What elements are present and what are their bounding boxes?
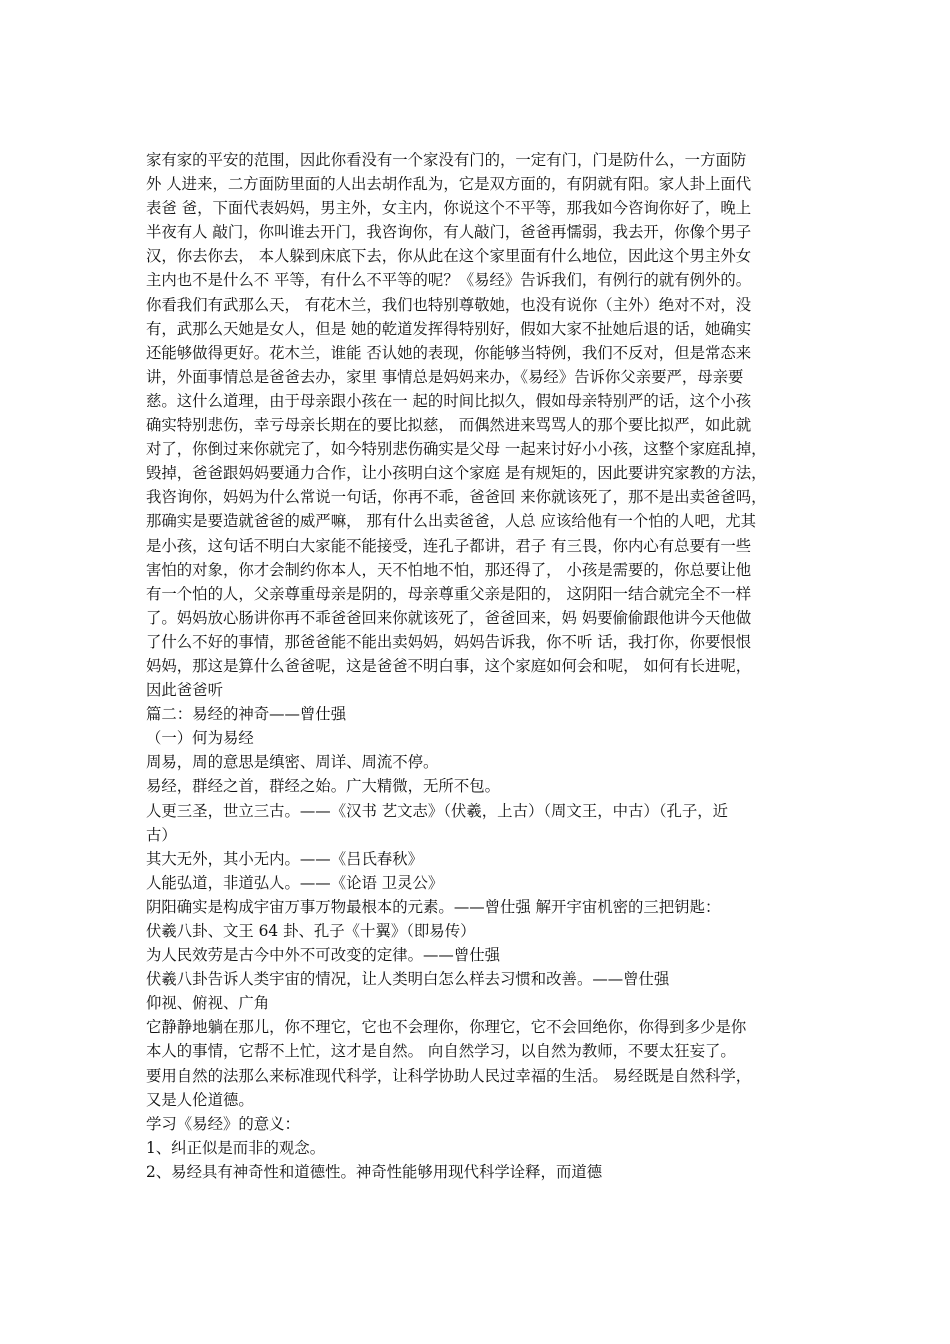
text-line: 其大无外，其小无内。——《吕氏春秋》 (146, 849, 424, 868)
text-line: 半夜有人 敲门，你叫谁去开门，我咨询你，有人敲门，爸爸再懦弱，我去开，你像个男子 (146, 223, 752, 242)
document-body (146, 148, 812, 1184)
text-line: 学习《易经》的意义： (146, 1114, 300, 1133)
text-line: 毁掉，爸爸跟妈妈要通力合作，让小孩明白这个家庭 是有规矩的，因此要讲究家教的方法， (146, 464, 767, 483)
text-line: 害怕的对象，你才会制约你本人，天不怕地不怕，那还得了， 小孩是需要的，你总要让他 (146, 560, 752, 579)
text-line: 伏羲八卦、文王 64 卦、孔子《十翼》（即易传） (146, 922, 476, 940)
list-item: 1、纠正似是而非的观念。 (146, 1138, 326, 1157)
text-line: 人更三圣，世立三古。——《汉书 艺文志》（伏羲，上古）（周文王，中古）（孔子，近 (146, 801, 729, 820)
text-line: 表爸 爸，下面代表妈妈，男主外，女主内，你说这个不平等，那我如今咨询你好了，晚上 (146, 199, 752, 218)
subsection-heading: （一）何为易经 (146, 729, 254, 748)
text-line: 古） (146, 825, 177, 844)
text-line: 外 人进来，二方面防里面的人出去胡作乱为，它是双方面的，有阴就有阳。家人卦上面代 (146, 175, 752, 194)
text-line: 伏羲八卦告诉人类宇宙的情况，让人类明白怎么样去习惯和改善。——曾仕强 (146, 970, 670, 989)
text-line: 家有家的平安的范围，因此你看没有一个家没有门的，一定有门，门是防什么，一方面防 (146, 151, 747, 169)
text-line: 确实特别悲伤，幸亏母亲长期在的要比拟慈， 而偶然进来骂骂人的那个要比拟严，如此就 (146, 416, 752, 435)
text-line: 了。妈妈放心肠讲你再不乖爸爸回来你就该死了，爸爸回来，妈 妈要偷偷跟他讲今天他做 (146, 608, 752, 627)
text-line: 汉，你去你去， 本人躲到床底下去，你从此在这个家里面有什么地位，因此这个男主外女 (146, 247, 752, 266)
text-line: 你看我们有武那么天， 有花木兰，我们也特别尊敬她，也没有说你（主外）绝对不对，没 (146, 295, 752, 314)
text-line: 我咨询你，妈妈为什么常说一句话，你再不乖，爸爸回 来你就该死了，那不是出卖爸爸吗， (146, 488, 767, 507)
text-line: 对了，你倒过来你就完了，如今特别悲伤确实是父母 一起来讨好小小孩，这整个家庭乱掉， (146, 440, 767, 459)
text-line: 阴阳确实是构成宇宙万事万物最根本的元素。——曾仕强 解开宇宙机密的三把钥匙： (146, 897, 721, 916)
list-item: 2、易经具有神奇性和道德性。神奇性能够用现代科学诠释，而道德 (146, 1162, 603, 1181)
text-line: 那确实是要造就爸爸的威严嘛， 那有什么出卖爸爸，人总 应该给他有一个怕的人吧，尤其 (146, 512, 757, 531)
text-line: 要用自然的法那么来标准现代科学，让科学协助人民过幸福的生活。 易经既是自然科学， (146, 1066, 752, 1085)
text-line: 还能够做得更好。花木兰，谁能 否认她的表现，你能够当特例，我们不反对，但是常态来 (146, 343, 752, 362)
text-line: 因此爸爸听 (146, 681, 223, 700)
text-line: 易经，群经之首，群经之始。广大精微，无所不包。 (146, 777, 500, 796)
text-line: 本人的事情，它帮不上忙，这才是自然。 向自然学习，以自然为教师，不要太狂妄了。 (146, 1042, 736, 1061)
text-line: 慈。这什么道理，由于母亲跟小孩在一 起的时间比拟久，假如母亲特别严的话，这个小孩 (146, 391, 752, 410)
text-line: 有，武那么天她是女人，但是 她的乾道发挥得特别好，假如大家不扯她后退的话，她确实 (146, 319, 752, 338)
section-heading: 篇二：易经的神奇——曾仕强 (146, 705, 347, 724)
text-line: 主内也不是什么不 平等，有什么不平等的呢？《易经》告诉我们，有例行的就有例外的。 (146, 271, 752, 290)
text-line: 人能弘道，非道弘人。——《论语 卫灵公》 (146, 873, 444, 892)
text-line: 讲，外面事情总是爸爸去办，家里 事情总是妈妈来办，《易经》告诉你父亲要严，母亲要 (146, 367, 744, 386)
text-line: 是小孩，这句话不明白大家能不能接受，连孔子都讲，君子 有三畏，你内心有总要有一些 (146, 536, 752, 555)
text-line: 了什么不好的事情，那爸爸能不能出卖妈妈，妈妈告诉我，你不听 话，我打你，你要恨恨 (146, 632, 752, 651)
text-line: 它静静地躺在那儿，你不理它，它也不会理你，你理它，它不会回绝你，你得到多少是你 (146, 1018, 747, 1037)
text-line: 有一个怕的人，父亲尊重母亲是阴的，母亲尊重父亲是阳的， 这阴阳一结合就完全不一样 (146, 584, 752, 603)
text-line: 周易，周的意思是缜密、周详、周流不停。 (146, 753, 439, 772)
text-line: 又是人伦道德。 (146, 1090, 254, 1109)
text-line: 仰视、俯视、广角 (146, 994, 270, 1013)
text-line: 妈妈，那这是算什么爸爸呢，这是爸爸不明白事，这个家庭如何会和呢， 如何有长进呢， (146, 656, 752, 675)
text-line: 为人民效劳是古今中外不可改变的定律。——曾仕强 (146, 946, 500, 965)
